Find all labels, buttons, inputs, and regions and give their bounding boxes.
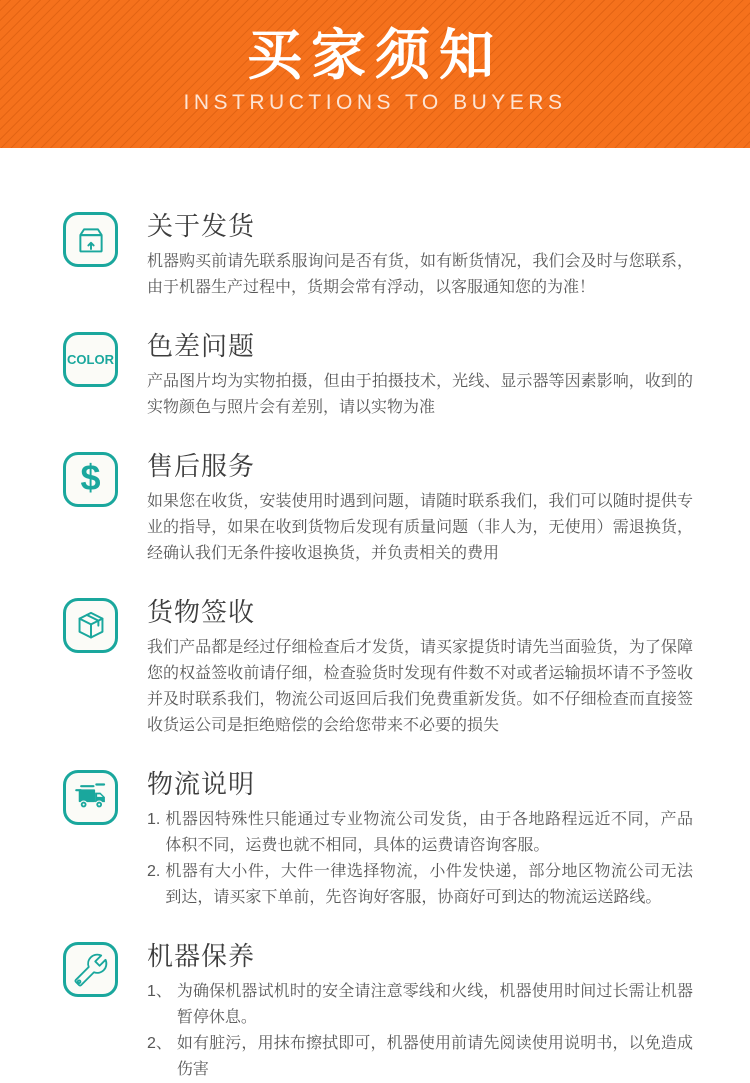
list-item-text: 机器有大小件，大件一律选择物流，小件发快递，部分地区物流公司无法到达，请买家下单前，先咨询好客服，协商好可到达的物流运送路线。 [165, 863, 693, 906]
color-swatch-icon [63, 332, 118, 387]
section-color-difference [63, 330, 693, 421]
list-item [147, 807, 693, 859]
section-numbered-list [147, 807, 693, 911]
wrench-icon [63, 942, 118, 997]
list-item [147, 979, 693, 1031]
delivery-truck-icon [63, 770, 118, 825]
section-numbered-list [147, 979, 693, 1083]
section-maintenance [63, 940, 693, 1083]
section-body: 产品图片均为实物拍摄，但由于拍摄技术，光线、显示器等因素影响，收到的实物颜色与照片会有差别，请以实物为准 [147, 373, 693, 416]
list-item-text: 如有脏污，用抹布擦拭即可，机器使用前请先阅读使用说明书，以免造成伤害 [176, 1035, 693, 1078]
section-title: 关于发货 [147, 211, 256, 241]
section-logistics [63, 768, 693, 911]
section-shipping [63, 210, 693, 301]
section-title: 货物签收 [147, 597, 256, 627]
page-header [0, 0, 750, 148]
list-item-marker: 1. [147, 811, 161, 828]
section-after-sales [63, 450, 693, 567]
page-title: 买家须知 [246, 24, 503, 86]
section-content [147, 940, 693, 1083]
section-title: 售后服务 [147, 451, 256, 481]
section-content [147, 596, 693, 739]
list-item [147, 859, 693, 911]
dollar-icon [63, 452, 118, 507]
section-body: 我们产品都是经过仔细检查后才发货，请买家提货时请先当面验货，为了保障您的权益签收前请仔细，检查验货时发现有件数不对或者运输损坏请不予签收并及时联系我们，物流公司返回后我们免费重新发货。如不仔细检查而直接签收货运公司是拒绝赔偿的会给您带来不必要的损失 [147, 639, 693, 734]
section-title: 机器保养 [147, 941, 256, 971]
section-body: 如果您在收货，安装使用时遇到问题，请随时联系我们，我们可以随时提供专业的指导，如果在收到货物后发现有质量问题（非人为，无使用）需退换货，经确认我们无条件接收退换货，并负责相关的费用 [147, 493, 693, 562]
section-body: 机器购买前请先联系服询问是否有货，如有断货情况，我们会及时与您联系，由于机器生产过程中，货期会常有浮动，以客服通知您的为准！ [147, 253, 693, 296]
color-icon-label: COLOR [67, 352, 114, 367]
page-subtitle: INSTRUCTIONS TO BUYERS [183, 91, 567, 114]
section-goods-receipt [63, 596, 693, 739]
list-item-marker: 2. [147, 863, 161, 880]
list-item-text: 为确保机器试机时的安全请注意零线和火线，机器使用时间过长需让机器暂停休息。 [176, 983, 693, 1026]
section-content [147, 210, 693, 301]
section-content [147, 330, 693, 421]
section-content [147, 450, 693, 567]
section-title: 物流说明 [147, 769, 256, 799]
list-item [147, 1031, 693, 1083]
list-item-marker: 2、 [147, 1035, 172, 1052]
section-content [147, 768, 693, 911]
package-arrow-icon [63, 212, 118, 267]
list-item-text: 机器因特殊性只能通过专业物流公司发货，由于各地路程远近不同，产品体积不同，运费也就不相同，具体的运费请咨询客服。 [165, 811, 693, 854]
dollar-icon-glyph: $ [80, 457, 101, 498]
list-item-marker: 1、 [147, 983, 172, 1000]
section-title: 色差问题 [147, 331, 256, 361]
parcel-box-icon [63, 598, 118, 653]
instructions-list [0, 148, 750, 1083]
